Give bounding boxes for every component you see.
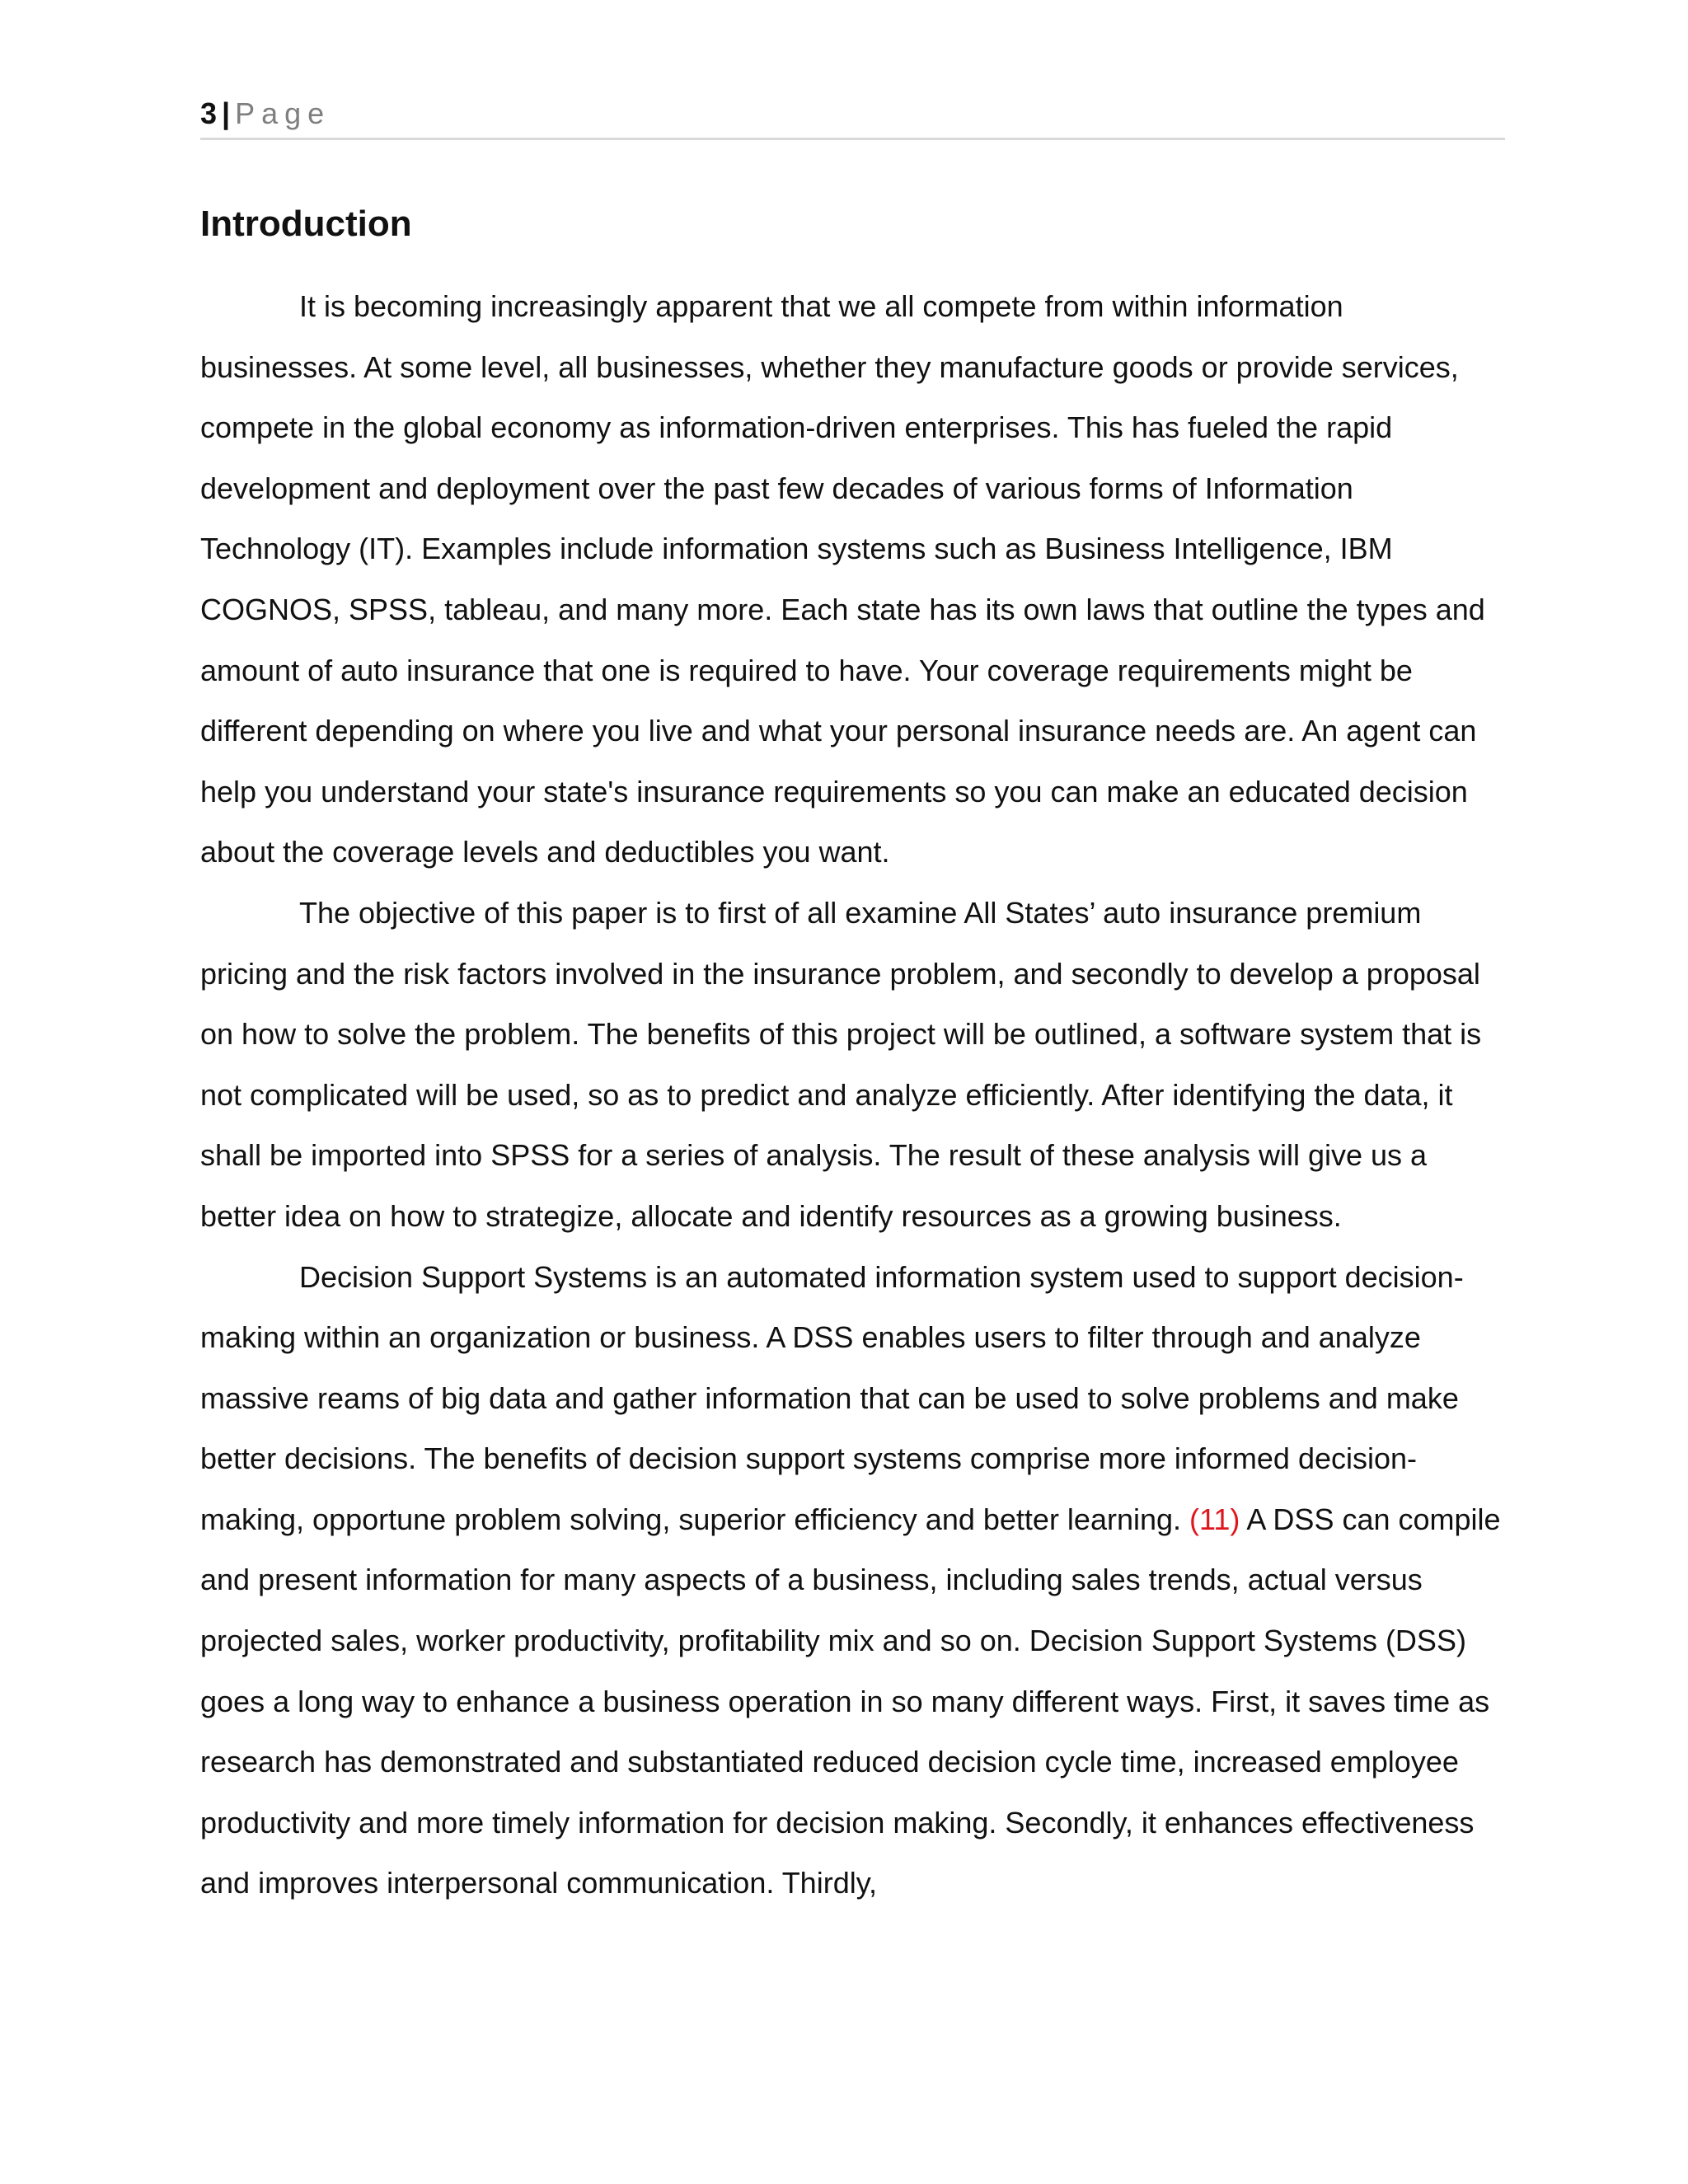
paragraph-3-text-before: Decision Support Systems is an automated information system used to support decision-making within an organization or business. A DSS enables users to filter through and analyze massive reams of big data and gather information that can be used to solve problems and make better decisions. The benefits of decision support systems comprise more informed decision-making, opportune problem solving, superior efficiency and better learning. <box>200 1259 1464 1536</box>
paragraph-2: The objective of this paper is to first of all examine All States’ auto insurance premium pricing and the risk factors involved in the insurance problem, and secondly to develop a proposal on how to solve the problem. The benefits of this project will be outlined, a software system that is not complicated will be used, so as to predict and analyze efficiently. After identifying the data, it shall be imported into SPSS for a series of analysis. The result of these analysis will give us a better idea on how to strategize, allocate and identify resources as a growing business. <box>200 895 1482 1233</box>
page-number: 3 <box>200 96 218 130</box>
page-header <box>200 97 1505 140</box>
section-heading: Introduction <box>200 204 412 244</box>
paragraph-3 <box>200 1247 1507 1915</box>
paragraph-1: It is becoming increasingly apparent that we all compete from within information businesses. At some level, all businesses, whether they manufacture goods or provide services, compete in the global economy as information-driven enterprises. This has fueled the rapid development and deployment over the past few decades of various forms of Information Technology (IT). Examples include information systems such as Business Intelligence, IBM COGNOS, SPSS, tableau, and many more. Each state has its own laws that outline the types and amount of auto insurance that one is required to have. Your coverage requirements might be different depending on where you live and what your personal insurance needs are. An agent can help you understand your state's insurance requirements so you can make an educated decision about the coverage levels and deductibles you want. <box>200 289 1485 869</box>
body-text <box>200 276 1507 1914</box>
page-label: Page <box>235 96 331 130</box>
header-separator: | <box>222 96 231 130</box>
paragraph-3-text-after: A DSS can compile and present information for many aspects of a business, including sales trends, actual versus projected sales, worker productivity, profitability mix and so on. Decision Support Systems (DSS) goes a long way to enhance a business operation in so many different ways. First, it saves time as research has demonstrated and substantiated reduced decision cycle time, increased employee productivity and more timely information for decision making. Secondly, it enhances effectiveness and improves interpersonal communication. Thirdly, <box>200 1502 1501 1900</box>
citation-reference: (11) <box>1189 1502 1240 1536</box>
